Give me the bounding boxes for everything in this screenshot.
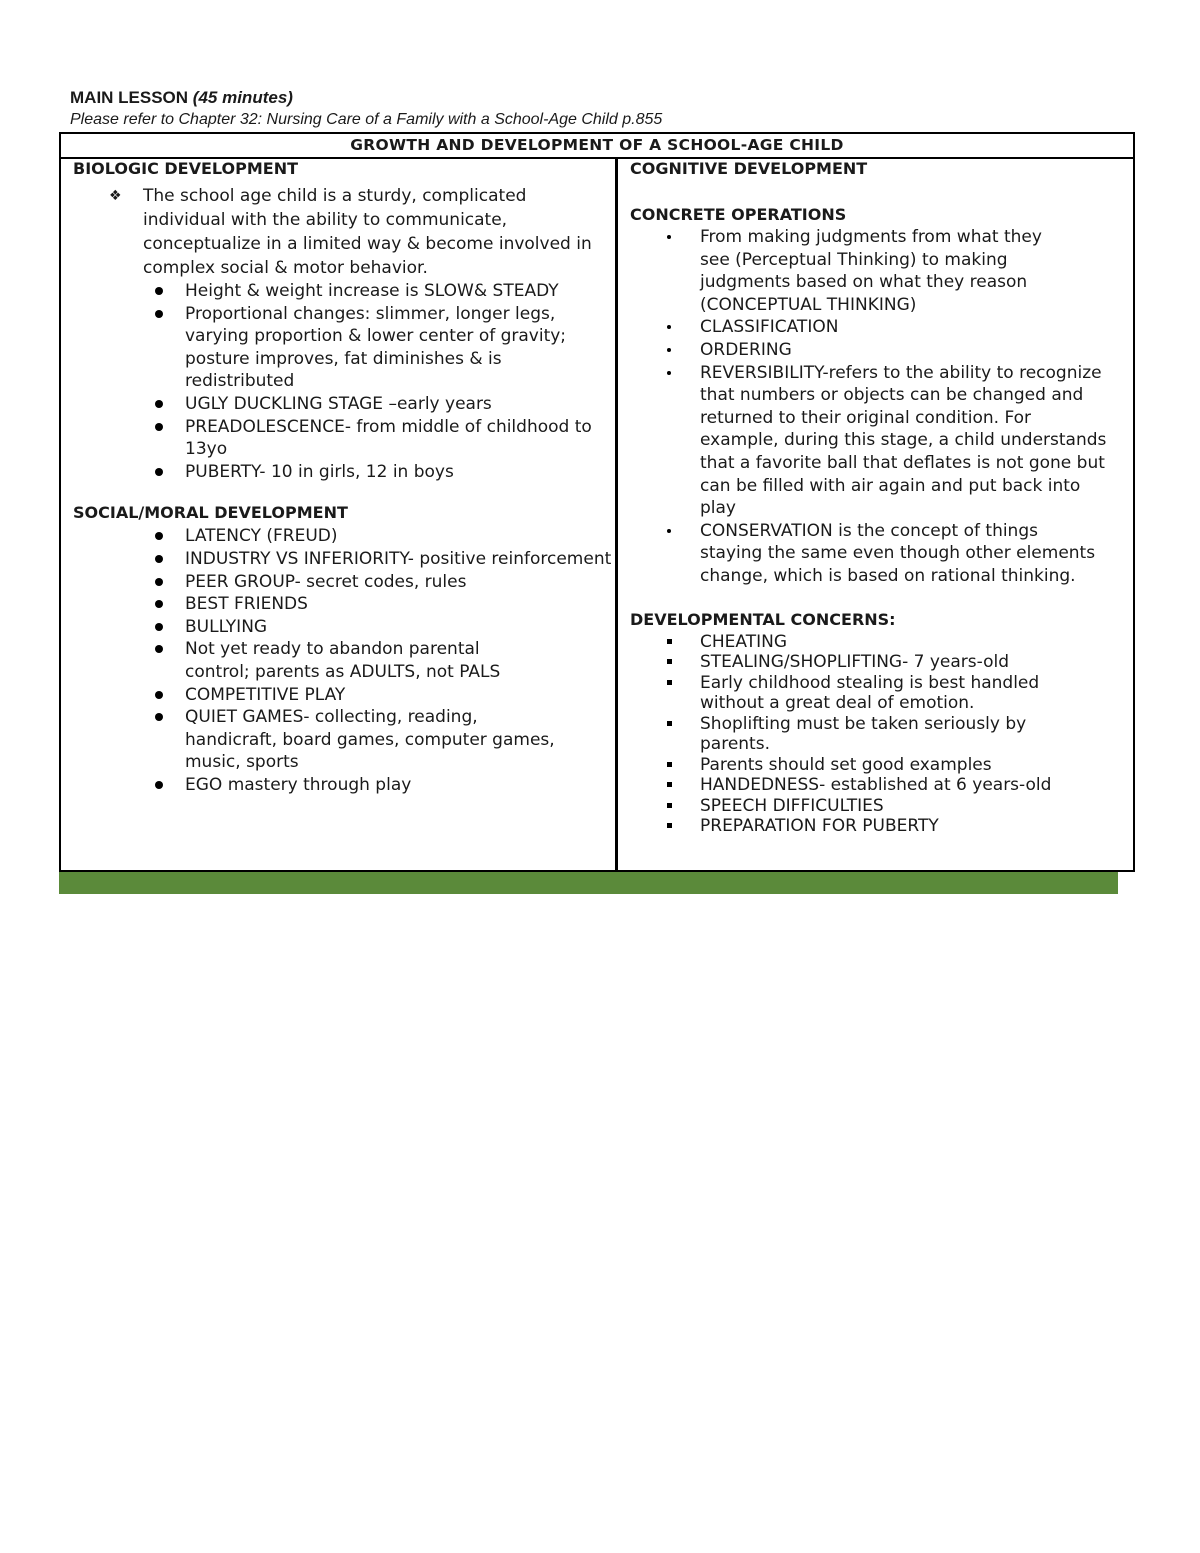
list-item: PREPARATION FOR PUBERTY — [630, 816, 1120, 837]
list-item: STEALING/SHOPLIFTING- 7 years-old — [630, 652, 1120, 673]
list-item: LATENCY (FREUD) — [73, 525, 615, 548]
list-item: QUIET GAMES- collecting, reading, handicraft, board games, computer games, music, sports — [73, 706, 555, 774]
list-item: Height & weight increase is SLOW& STEADY — [73, 280, 615, 303]
list-item: ORDERING — [630, 339, 1120, 362]
list-item: BULLYING — [73, 616, 615, 639]
lesson-duration: (45 minutes) — [192, 88, 293, 107]
right-column — [618, 159, 1133, 870]
diamond-bullet-icon: ❖ — [109, 188, 122, 204]
list-item: From making judgments from what they see (Perceptual Thinking) to making judgments based on what they reason (CONCEPTUAL THINKING) — [630, 226, 1050, 316]
growth-development-table — [59, 132, 1135, 872]
table-heading: GROWTH AND DEVELOPMENT OF A SCHOOL-AGE CHILD — [61, 134, 1133, 159]
left-column — [61, 159, 618, 870]
list-item: PUBERTY- 10 in girls, 12 in boys — [73, 461, 615, 484]
concerns-title: DEVELOPMENTAL CONCERNS: — [630, 609, 896, 629]
list-item: Not yet ready to abandon parental control; parents as ADULTS, not PALS — [73, 638, 545, 683]
list-item: UGLY DUCKLING STAGE –early years — [73, 393, 615, 416]
list-item: Proportional changes: slimmer, longer legs, varying proportion & lower center of gravity; posture improves, fat diminishes & is redistributed — [73, 303, 615, 393]
biologic-list — [73, 280, 615, 483]
social-title: SOCIAL/MORAL DEVELOPMENT — [73, 503, 348, 523]
list-item: Early childhood stealing is best handled without a great deal of emotion. — [630, 673, 1100, 714]
list-item: HANDEDNESS- established at 6 years-old — [630, 775, 1120, 796]
table-columns — [61, 159, 1133, 870]
lesson-title-text: MAIN LESSON — [70, 88, 189, 107]
list-item: EGO mastery through play — [73, 774, 615, 797]
chapter-reference: Please refer to Chapter 32: Nursing Care of a Family with a School-Age Child p.855 — [70, 111, 663, 128]
concerns-list — [630, 632, 1133, 837]
list-item: INDUSTRY VS INFERIORITY- positive reinforcement — [73, 548, 615, 571]
list-item: CLASSIFICATION — [630, 316, 1120, 339]
list-item: Shoplifting must be taken seriously by parents. — [630, 714, 1090, 755]
lesson-title — [70, 87, 1140, 109]
cognitive-title: COGNITIVE DEVELOPMENT — [630, 159, 868, 178]
list-item: SPEECH DIFFICULTIES — [630, 796, 1120, 817]
lesson-header — [70, 87, 1140, 130]
concrete-title: CONCRETE OPERATIONS — [630, 205, 847, 224]
concrete-list — [630, 226, 1133, 588]
list-item: REVERSIBILITY-refers to the ability to recognize that numbers or objects can be changed and returned to their original condition. For example, during this stage, a child understands that a favorite ball that deflates is not gone but can be filled with air again and put back into play — [630, 362, 1112, 520]
list-item: Parents should set good examples — [630, 755, 1120, 776]
list-item: CONSERVATION is the concept of things staying the same even though other elements change, which is based on rational thinking. — [630, 520, 1100, 588]
list-item: PREADOLESCENCE- from middle of childhood to 13yo — [73, 416, 615, 461]
biologic-intro-text: The school age child is a sturdy, complicated individual with the ability to communicate, conceptualize in a limited way & become involved in complex social & motor behavior. — [143, 186, 592, 278]
biologic-title: BIOLOGIC DEVELOPMENT — [73, 159, 299, 178]
list-item: COMPETITIVE PLAY — [73, 684, 615, 707]
list-item: PEER GROUP- secret codes, rules — [73, 571, 615, 594]
biologic-intro — [73, 184, 593, 280]
list-item: BEST FRIENDS — [73, 593, 615, 616]
list-item: CHEATING — [630, 632, 1120, 653]
social-list — [73, 525, 615, 796]
footer-bar — [59, 872, 1118, 894]
